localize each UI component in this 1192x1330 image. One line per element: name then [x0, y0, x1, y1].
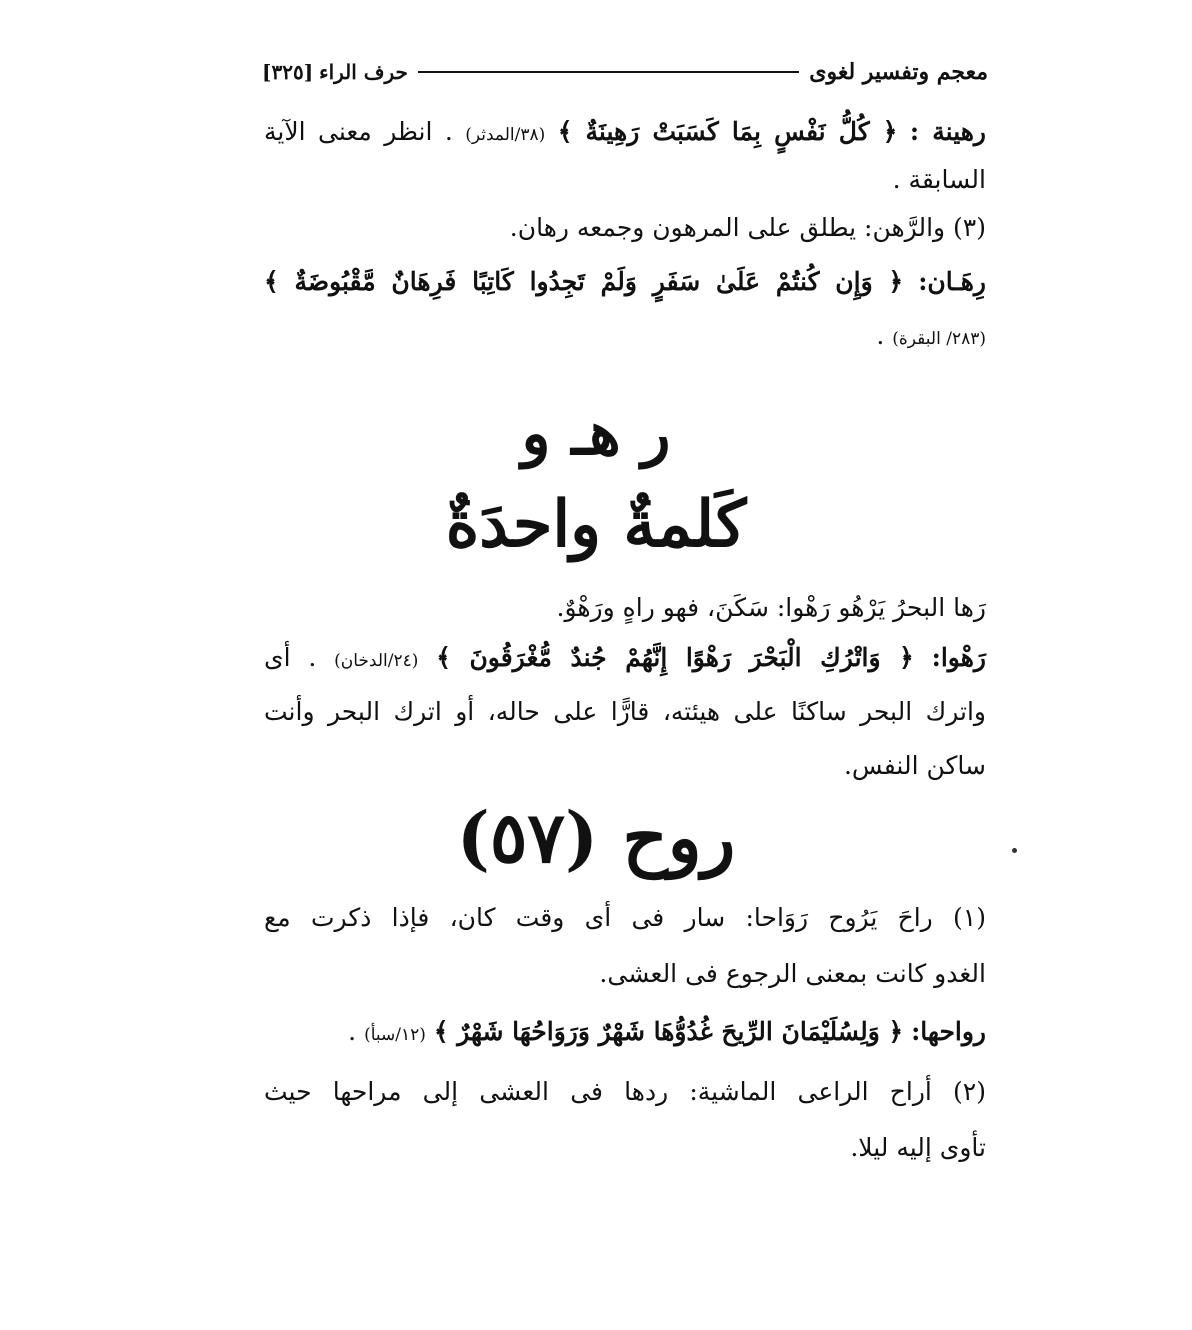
entry-term: رهينة : — [909, 117, 987, 146]
verse-reference: (٢٤/الدخان) — [334, 651, 419, 671]
quran-verse: ﴿ وَإِن كُنتُمْ عَلَىٰ سَفَرٍ وَلَمْ تَجِدُوا كَاتِبًا فَرِهَانٌ مَّقْبُوضَةٌ ﴾ — [264, 267, 904, 296]
entry-text: رَها البحرُ يَرْهُو رَهْوا: سَكَنَ، فهو راهٍ ورَهْوٌ. — [556, 593, 986, 622]
entry-line — [264, 954, 986, 994]
entry-line — [264, 160, 986, 200]
entry-line — [264, 262, 986, 302]
entry-text: (١) راحَ يَرُوح رَوَاحا: سار فى أى وقت كان، فإذا ذكرت مع — [264, 903, 986, 932]
quran-verse: ﴿ وَلِسُلَيْمَانَ الرِّيحَ غُدُوُّهَا شَهْرٌ وَرَوَاحُهَا شَهْرٌ ﴾ — [433, 1017, 904, 1046]
entry-line — [264, 638, 986, 681]
verse-reference: (١٢/سبأ) — [364, 1025, 426, 1045]
entry-text: واترك البحر ساكنًا على هيئته، قارًّا على حاله، أو اترك البحر وأنت — [264, 697, 986, 726]
entry-line — [264, 112, 986, 155]
entry-term: رَهْوا: — [931, 643, 986, 672]
quran-verse: ﴿ كُلُّ نَفْسٍ بِمَا كَسَبَتْ رَهِينَةٌ ﴾ — [557, 117, 898, 146]
entry-text: الغدو كانت بمعنى الرجوع فى العشى. — [599, 959, 986, 988]
verse-reference: (٣٨/المدثر) — [465, 125, 546, 145]
entry-text: السابقة . — [892, 165, 986, 194]
entry-line — [264, 1128, 986, 1168]
entry-line — [264, 1072, 986, 1112]
entry-line — [264, 746, 986, 786]
root-subtitle: كَلمةٌ واحدَةٌ — [445, 487, 747, 562]
quran-verse: ﴿ وَاتْرُكِ الْبَحْرَ رَهْوًا إِنَّهُمْ جُندٌ مُّغْرَقُونَ ﴾ — [436, 643, 914, 672]
entry-text: ساكن النفس. — [843, 751, 986, 780]
root-heading-numbered: روح (٥٧) — [456, 796, 736, 879]
entry-text: . — [348, 1017, 357, 1046]
entry-line — [264, 208, 986, 248]
print-speck — [1012, 848, 1017, 853]
page-number: [٣٢٥] — [262, 60, 314, 84]
header-rule — [418, 71, 799, 73]
verse-reference: (٢٨٣/ البقرة) — [892, 329, 986, 349]
entry-text: (٣) والرَّهن: يطلق على المرهون وجمعه رهان. — [509, 213, 986, 242]
entry-text: . أى — [264, 643, 317, 672]
entry-line — [264, 588, 986, 628]
entry-term: رواحها: — [911, 1017, 986, 1046]
entry-line — [264, 1012, 986, 1055]
entry-text: (٢) أراح الراعى الماشية: ردها فى العشى إلى مراحها حيث — [264, 1077, 986, 1106]
section-name: حرف الراء — [319, 60, 408, 84]
entry-line — [264, 692, 986, 732]
entry-text: . انظر معنى الآية — [264, 117, 453, 146]
entry-line — [264, 316, 986, 359]
entry-term: رِهَـان: — [918, 267, 986, 296]
entry-text: تأوى إليه ليلا. — [850, 1133, 986, 1162]
root-heading: ر هـ و — [521, 399, 671, 469]
entry-text: . — [876, 321, 885, 350]
entry-line — [264, 898, 986, 938]
running-header — [262, 56, 988, 88]
book-title: معجم وتفسير لغوى — [809, 59, 988, 85]
